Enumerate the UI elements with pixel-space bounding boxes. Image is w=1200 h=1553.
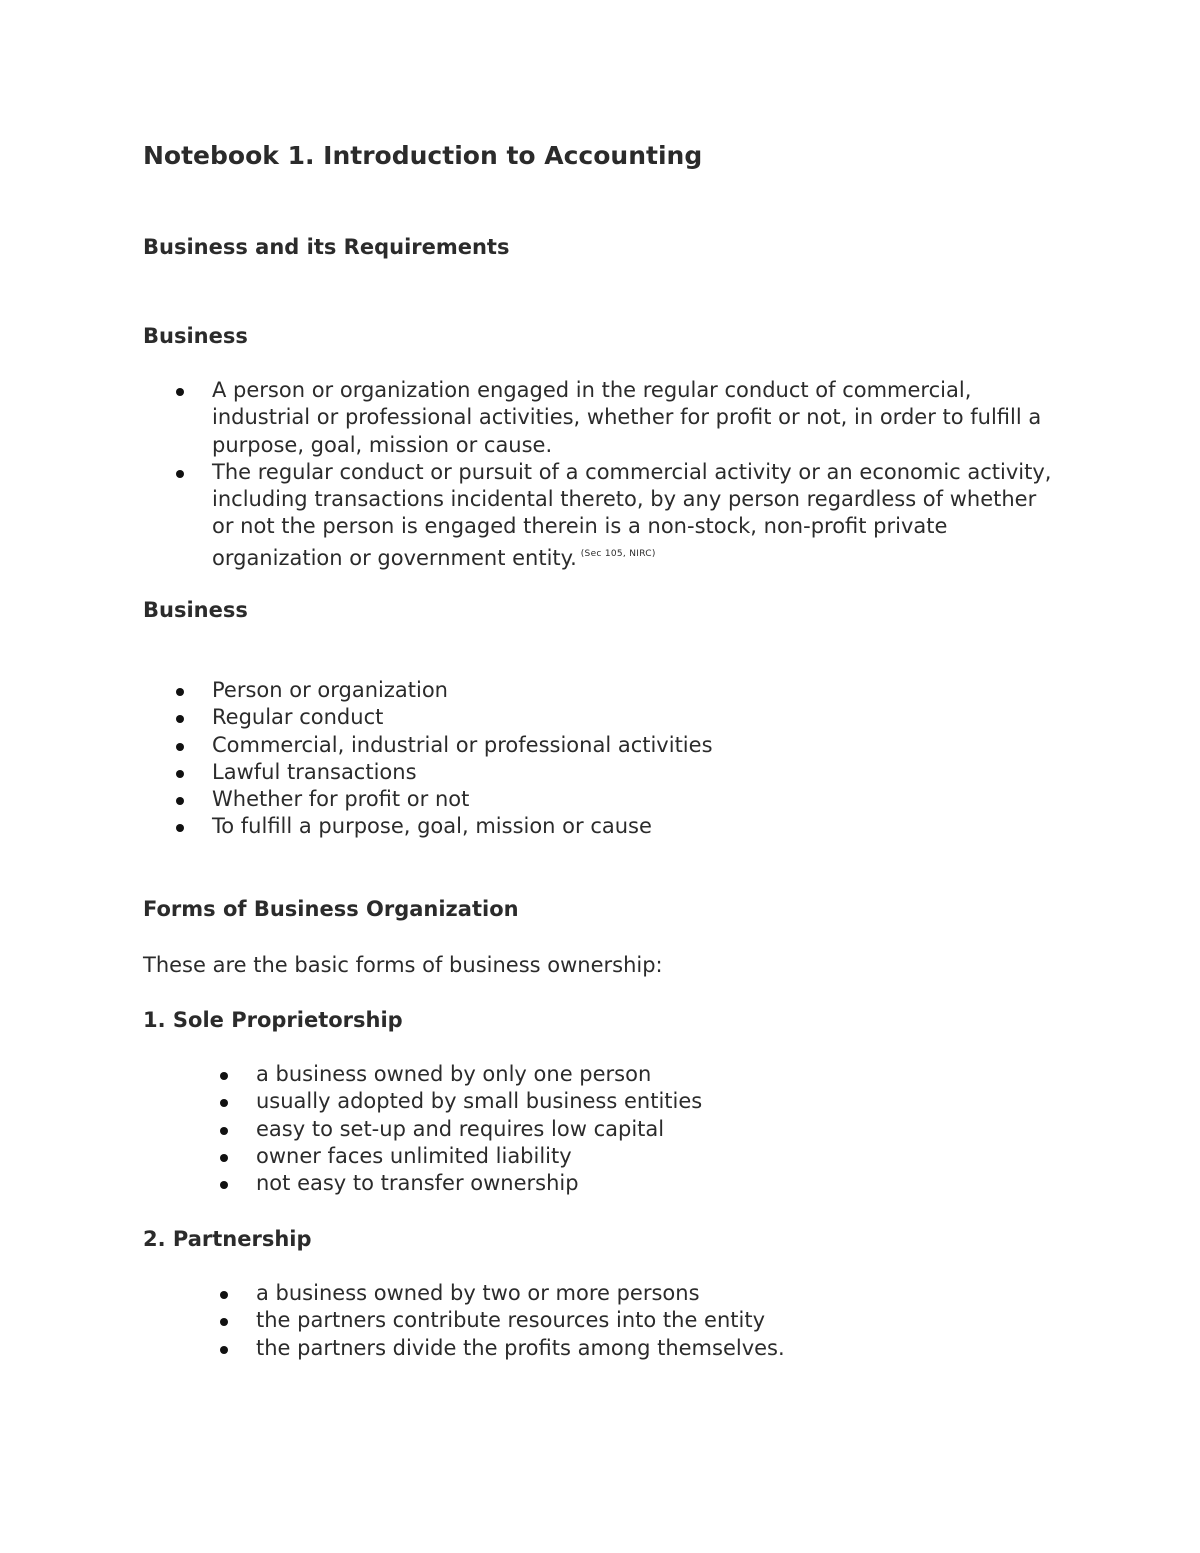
list-item: a business owned by only one person bbox=[143, 1061, 1063, 1088]
business-definition-list bbox=[143, 377, 1063, 572]
partnership-list bbox=[143, 1280, 1063, 1362]
list-item: To fulfill a purpose, goal, mission or cause bbox=[143, 813, 1063, 840]
forms-heading: Forms of Business Organization bbox=[143, 897, 519, 921]
list-item: Regular conduct bbox=[143, 704, 1063, 731]
list-item: easy to set-up and requires low capital bbox=[143, 1116, 1063, 1143]
list-item: the partners divide the profits among themselves. bbox=[143, 1335, 1063, 1362]
list-item: Commercial, industrial or professional activities bbox=[143, 732, 1063, 759]
document-title: Notebook 1. Introduction to Accounting bbox=[143, 141, 703, 170]
list-item: a business owned by two or more persons bbox=[143, 1280, 1063, 1307]
list-item: owner faces unlimited liability bbox=[143, 1143, 1063, 1170]
list-item: usually adopted by small business entities bbox=[143, 1088, 1063, 1115]
forms-intro: These are the basic forms of business ownership: bbox=[143, 953, 663, 977]
list-item: Lawful transactions bbox=[143, 759, 1063, 786]
sole-proprietorship-list bbox=[143, 1061, 1063, 1197]
list-item: Whether for profit or not bbox=[143, 786, 1063, 813]
section-heading: Business and its Requirements bbox=[143, 235, 510, 259]
partnership-heading: 2. Partnership bbox=[143, 1227, 312, 1251]
list-item: Person or organization bbox=[143, 677, 1063, 704]
business-elements-list bbox=[143, 677, 1063, 841]
list-item: not easy to transfer ownership bbox=[143, 1170, 1063, 1197]
business-definition-heading: Business bbox=[143, 324, 248, 348]
sole-proprietorship-heading: 1. Sole Proprietorship bbox=[143, 1008, 403, 1032]
list-item: The regular conduct or pursuit of a commercial activity or an economic activity, including transactions incidental thereto, by any person regardless of whether or not the person is engaged therein is a non-stock, non-profit private organization or government entity. $^{(Sec 105, NIRC)}$ bbox=[143, 459, 1063, 572]
business-elements-heading: Business bbox=[143, 598, 248, 622]
list-item: the partners contribute resources into the entity bbox=[143, 1307, 1063, 1334]
list-item: A person or organization engaged in the regular conduct of commercial, industrial or professional activities, whether for profit or not, in order to fulfill a purpose, goal, mission or cause. bbox=[143, 377, 1063, 459]
citation: (Sec 105, NIRC) bbox=[580, 548, 656, 559]
